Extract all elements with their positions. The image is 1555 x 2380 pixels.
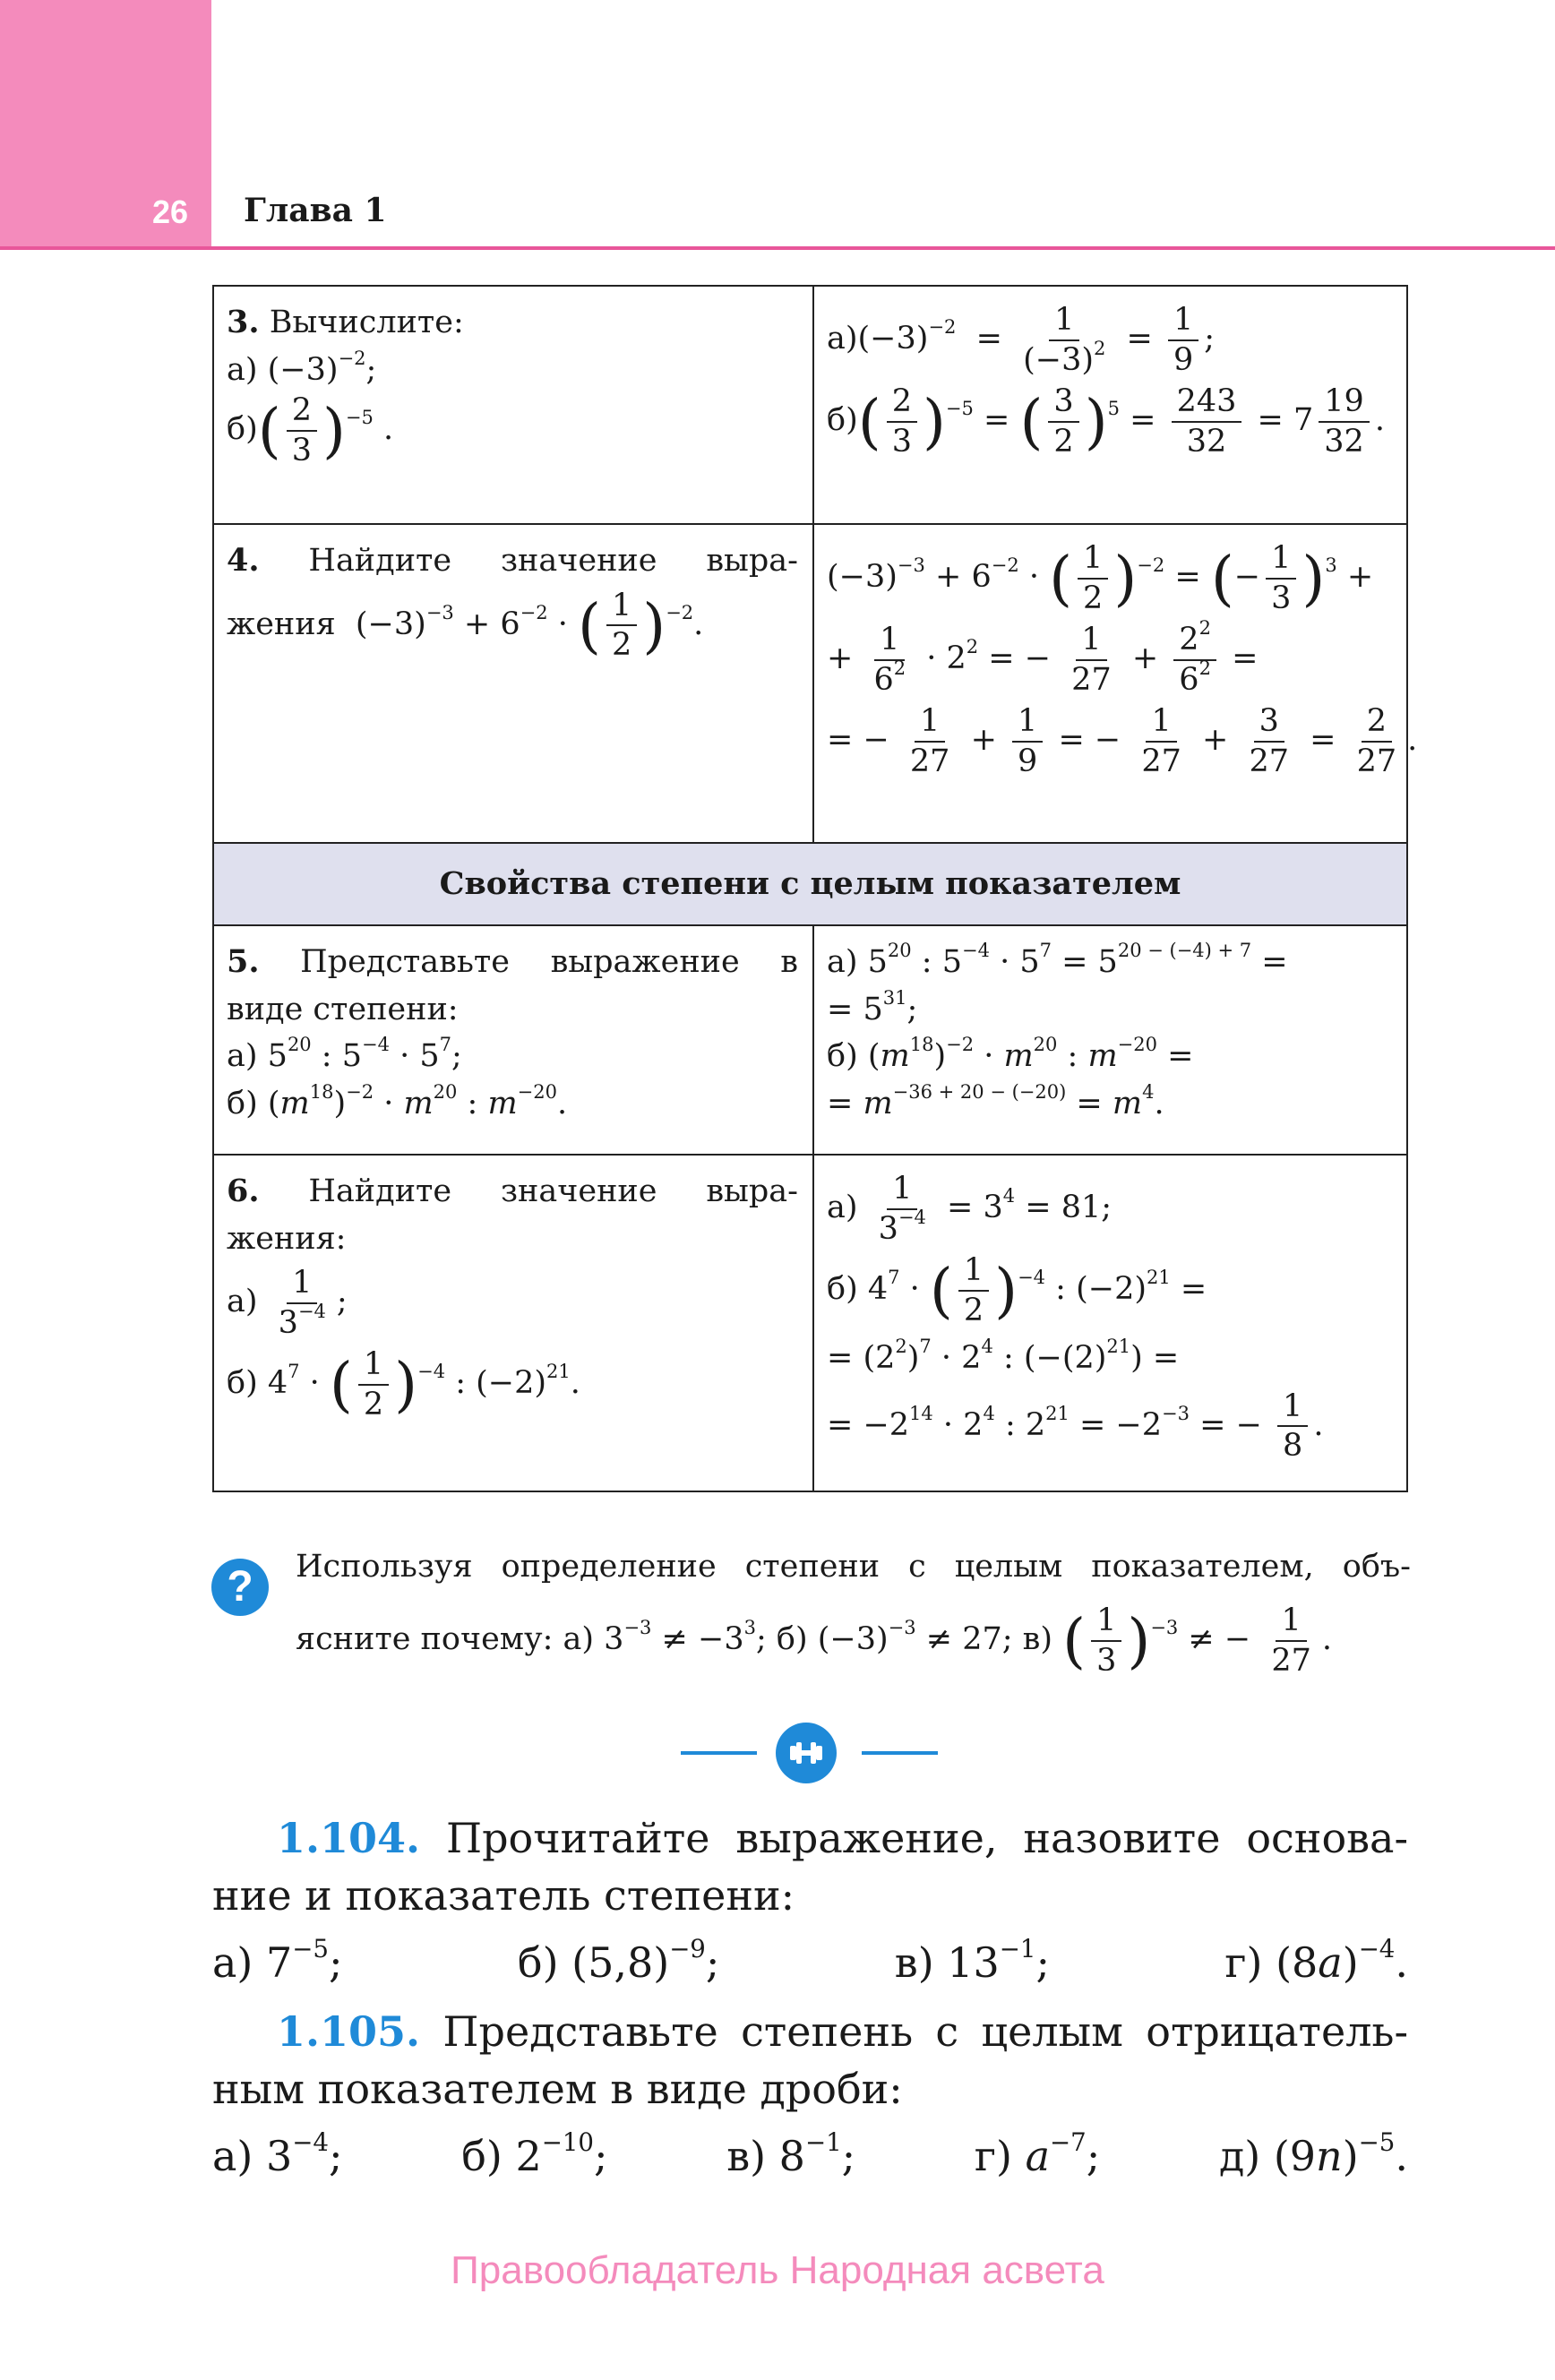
solution-cell [813,1155,1407,1491]
solution-b-result: = $m^{-36 + 20 - (-20)} = m^4$. [827,1080,1164,1121]
question-box [296,1542,1411,1678]
list-item: г) $a^{-7}$; [974,2127,1101,2180]
question-number: 5. [227,943,260,980]
item-a: а) $\frac{1}{3^{-4}}$ ; [227,1265,348,1341]
list-item: в) $13^{-1}$; [894,1933,1050,1987]
dumbbell-icon [776,1723,837,1783]
solution-cell [813,925,1407,1155]
section-header-row [213,843,1407,925]
task-items [212,1934,1408,1991]
solution-a: а) $5^{20}$ : $5^{-4} \cdot 5^7 = 5^{20 - (-4) + 7}$ = [827,940,1288,980]
question-cell [213,286,813,524]
page-number: 26 [151,193,189,230]
task-items [212,2127,1408,2185]
item-b: б)( $\frac{2}{3}$ )$^{-5}$ . [227,392,394,468]
divider-right-line [862,1751,938,1755]
chapter-title: Глава 1 [244,192,387,229]
solution-line: $(-3)^{-3} + 6^{-2}$ · ( $\frac{1}{2}$ )$^{-2}$ = (− $\frac{1}{3}$ )$^3$ + [827,540,1374,616]
solution-b: б) $4^7$ · ( $\frac{1}{2}$ )$^{-4}$ : $(-2)^{21}$ = [827,1252,1207,1328]
question-number: 6. [227,1173,260,1209]
question-text: Вычислите: [269,305,464,340]
section-title: Свойства степени с целым показателем [213,843,1407,925]
question-text: виде степени: [227,991,459,1027]
item-a: а) $(-3)^{-2}$; [227,347,377,388]
solution-line: = $(2^2)^7 \cdot 2^4$ : $(-(2)^{21})$ = [827,1336,1180,1376]
solution-b: б)( $\frac{2}{3}$ )$^{-5}$ = ( $\frac{3}{2}$ )$^5$ = $\frac{243}{32}$ = 7 $\frac{19}{32}$ . [827,383,1385,460]
task-text: ние и показатель степени: [212,1871,795,1920]
task-1-104 [212,1809,1408,1991]
table-row [213,286,1407,524]
question-cell [213,524,813,843]
table-row [213,524,1407,843]
task-number: 1.104. [277,1814,421,1862]
item-b: б) $4^7$ · ( $\frac{1}{2}$ )$^{-4}$ : $(-2)^{21}$. [227,1346,580,1422]
question-cell [213,1155,813,1491]
task-text: ным показателем в виде дроби: [212,2065,903,2114]
task-text: Представьте степень с целым отрицатель- [442,2007,1409,2056]
solution-b: б) $(m^{18})^{-2} \cdot m^{20}$ : $m^{-20}$ = [827,1034,1194,1074]
item-b: б) $(m^{18})^{-2} \cdot m^{20}$ : $m^{-20}$. [227,1080,568,1121]
task-number: 1.105. [277,2007,421,2056]
solution-cell [813,524,1418,843]
solution-a-result: = $5^{31}$; [827,986,918,1027]
task-text: Прочитайте выражение, назовите основа- [445,1814,1408,1862]
solution-line: = − $\frac{1}{27}$ + $\frac{1}{9}$ = − $\frac{1}{27}$ + $\frac{3}{27}$ = $\frac{2}{27}$ . [827,703,1418,779]
question-number: 3. [227,304,260,340]
question-cell [213,925,813,1155]
solution-cell [813,286,1407,524]
item-a: а) $5^{20}$ : $5^{-4} \cdot 5^7$; [227,1034,462,1074]
examples-table [212,285,1418,1492]
question-expression: жения $(-3)^{-3} + 6^{-2}$ · ( $\frac{1}{2}$ )$^{-2}$. [227,587,704,663]
question-number: 4. [227,542,260,579]
solution-a: $а)(-3)^{-2}$ = $\frac{1}{(-3)^2}$ = $\frac{1}{9}$ ; [827,302,1216,378]
question-icon: ? [211,1559,269,1616]
question-text: Найдите значение выра- [308,1173,798,1209]
copyright-footer: Правообладатель Народная асвета [451,2248,1104,2292]
task-1-105 [212,2003,1408,2185]
solution-line: = $-2^{14} \cdot 2^4$ : $2^{21} = -2^{-3}$ = − $\frac{1}{8}$ . [827,1388,1324,1464]
question-text: Представьте выражение в [300,944,798,980]
list-item: г) $(8a)^{-4}$. [1224,1933,1408,1987]
question-box-line2: ясните почему: а) $3^{-3} \ne -3^3$; б) $(-3)^{-3} \ne 27$; в) ( $\frac{1}{3}$ )$^{-3}$ ≠ − $\frac{1}{27}$ . [296,1602,1333,1679]
solution-a: а) $\frac{1}{3^{-4}}$ = $3^4 = 81$; [827,1171,1113,1247]
solution-line: + $\frac{1}{6^2}$ · $2^2$ = − $\frac{1}{27}$ + $\frac{2^2}{6^2}$ = [827,617,1259,698]
list-item: б) $(5,8)^{-9}$; [517,1933,720,1987]
question-text: Найдите значение выра- [308,543,798,579]
list-item: а) $3^{-4}$; [212,2127,343,2180]
list-item: д) $(9n)^{-5}$. [1218,2127,1408,2180]
list-item: в) $8^{-1}$; [726,2127,856,2180]
header-rule [0,246,1555,250]
divider-left-line [681,1751,757,1755]
table-row [213,1155,1407,1491]
list-item: б) $2^{-10}$; [461,2127,608,2180]
question-text: жения: [227,1220,347,1257]
table-row [213,925,1407,1155]
question-box-line1: Используя определение степени с целым показателем, объ- [296,1549,1411,1585]
list-item: а) $7^{-5}$; [212,1933,343,1987]
